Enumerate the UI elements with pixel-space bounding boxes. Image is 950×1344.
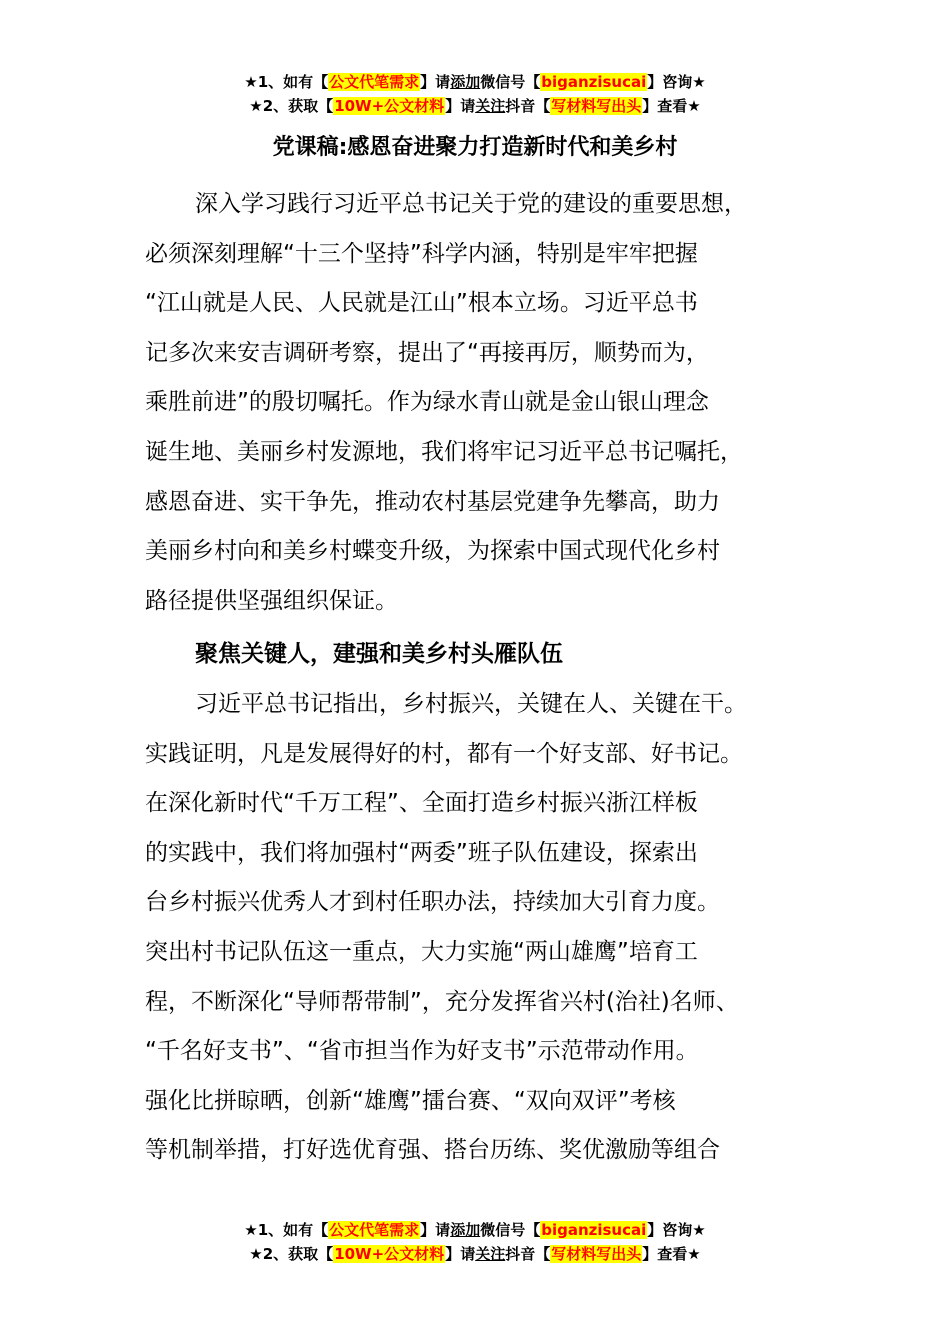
text-line: 突出村书记队伍这一重点，大力实施“两山雄鹰”培育工: [145, 938, 698, 965]
promo-highlight: 10W+公文材料: [334, 1245, 445, 1263]
heading-line: 聚焦关键人，建强和美乡村头雁队伍: [195, 641, 563, 667]
text-line: “千名好支书”、“省市担当作为好支书”示范带动作用。: [145, 1038, 699, 1065]
promo-text: 】请: [420, 1221, 451, 1239]
text-line: 必须深刻理解“十三个坚持”科学内涵，特别是牢牢把握: [145, 240, 698, 267]
star-icon: ★: [249, 1245, 263, 1263]
text-line: 深入学习践行习近平总书记关于党的建设的重要思想，: [195, 191, 747, 217]
promo-highlight: 10W+公文材料: [334, 97, 445, 115]
text-line: 程，不断深化“导师帮带制”，充分发挥省兴村(治社)名师、: [145, 988, 739, 1015]
star-icon: ★: [244, 73, 258, 91]
text-line: 在深化新时代“千万工程”、全面打造乡村振兴浙江样板: [145, 790, 698, 817]
text-line: 感恩奋进、实干争先，推动农村基层党建争先攀高，助力: [145, 488, 720, 515]
footer-promo-banner: [0, 1218, 950, 1266]
promo-text: 】请: [445, 97, 476, 115]
promo-text: 1、如有【: [257, 1221, 329, 1239]
section-heading: [145, 630, 815, 680]
text-line: 台乡村振兴优秀人才到村任职办法，持续加大引育力度。: [145, 889, 720, 916]
text-line: “江山就是人民、人民就是江山”根本立场。习近平总书: [145, 290, 698, 317]
douyin-highlight: 写材料写出头: [551, 97, 642, 115]
paragraph: [145, 680, 815, 1176]
promo-emphasis: 关注: [475, 1245, 506, 1263]
star-icon: ★: [244, 1221, 258, 1239]
promo-text: 】咨询★: [647, 73, 706, 91]
paragraph: [145, 180, 815, 626]
promo-text: 1、如有【: [257, 73, 329, 91]
promo-text: 抖音【: [505, 97, 551, 115]
douyin-highlight: 写材料写出头: [551, 1245, 642, 1263]
promo-text: 】咨询★: [647, 1221, 706, 1239]
promo-text: 抖音【: [505, 1245, 551, 1263]
promo-text: 微信号【: [480, 1221, 541, 1239]
promo-text: 】请: [445, 1245, 476, 1263]
text-line: 记多次来安吉调研考察，提出了“再接再厉，顺势而为，: [145, 339, 709, 366]
header-promo-banner: [0, 70, 950, 118]
promo-line-2: [0, 1242, 950, 1266]
text-line: 乘胜前进”的殷切嘱托。作为绿水青山就是金山银山理念: [145, 389, 709, 416]
text-line: 强化比拼晾晒，创新“雄鹰”擂台赛、“双向双评”考核: [145, 1087, 676, 1114]
promo-line-2: [0, 94, 950, 118]
text-line: 诞生地、美丽乡村发源地，我们将牢记习近平总书记嘱托，: [145, 438, 743, 465]
promo-emphasis: 添加: [450, 1221, 481, 1239]
promo-text: 微信号【: [480, 73, 541, 91]
star-icon: ★: [249, 97, 263, 115]
promo-highlight: 公文代笔需求: [329, 73, 420, 91]
wechat-id-highlight: biganzisucai: [541, 73, 647, 91]
promo-text: 】查看★: [642, 1245, 701, 1263]
body-paragraph-1: [145, 180, 815, 626]
document-title: 党课稿:感恩奋进聚力打造新时代和美乡村: [272, 135, 678, 160]
text-line: 美丽乡村向和美乡村蝶变升级，为探索中国式现代化乡村: [145, 538, 720, 565]
wechat-id-highlight: biganzisucai: [541, 1221, 647, 1239]
promo-text: 2、获取【: [262, 1245, 334, 1263]
promo-text: 】请: [420, 73, 451, 91]
promo-text: 】查看★: [642, 97, 701, 115]
promo-emphasis: 关注: [475, 97, 506, 115]
promo-line-1: [0, 70, 950, 94]
text-line: 实践证明，凡是发展得好的村，都有一个好支部、好书记。: [145, 740, 743, 767]
promo-emphasis: 添加: [450, 73, 481, 91]
body-paragraph-2: [145, 680, 815, 1176]
promo-text: 2、获取【: [262, 97, 334, 115]
promo-highlight: 公文代笔需求: [329, 1221, 420, 1239]
text-line: 等机制举措，打好选优育强、搭台历练、奖优激励等组合: [145, 1137, 720, 1164]
text-line: 习近平总书记指出，乡村振兴，关键在人、关键在干。: [195, 691, 747, 717]
promo-line-1: [0, 1218, 950, 1242]
heading-text: [145, 630, 815, 680]
text-line: 路径提供坚强组织保证。: [145, 587, 398, 614]
text-line: 的实践中，我们将加强村“两委”班子队伍建设，探索出: [145, 839, 698, 866]
